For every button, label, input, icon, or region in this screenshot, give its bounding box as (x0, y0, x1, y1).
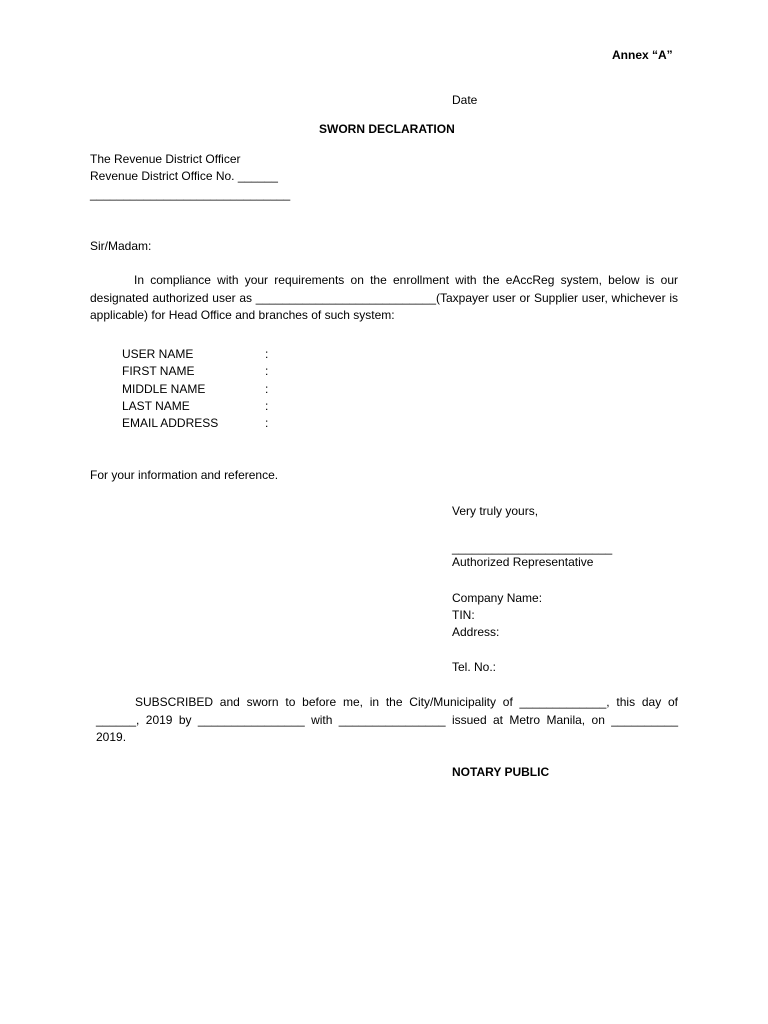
subscribed-line-2 (96, 712, 678, 730)
word: sworn (246, 695, 279, 709)
annex-label: Annex “A” (612, 48, 673, 62)
word: 2019 (145, 712, 173, 727)
field-label: FIRST NAME (122, 364, 195, 379)
user-fields-list (122, 346, 322, 432)
tel-label: Tel. No.: (452, 660, 497, 674)
notary-public-label: NOTARY PUBLIC (452, 765, 550, 779)
word: ________________ (338, 712, 446, 727)
subscribed-line-3: 2019. (96, 730, 127, 744)
word: _____________, (519, 695, 610, 709)
word: to (285, 695, 296, 709)
addressee-line-2: Revenue District Office No. ______ (90, 169, 278, 183)
representative-label: Authorized Representative (452, 555, 594, 569)
subscribed-paragraph (96, 694, 678, 747)
field-label: MIDDLE NAME (122, 381, 206, 396)
field-colon: : (265, 347, 269, 361)
field-label: LAST NAME (122, 398, 190, 413)
info-line: For your information and reference. (90, 468, 279, 482)
word: before (302, 695, 337, 709)
word: Metro (509, 712, 541, 727)
compliance-paragraph-text: In compliance with your requirements on the enrollment with the eAccReg system, below is our designated authorized user as ___________________________(Taxpayer user or Supplier user, whichever is applicable) for Head Office and branches of such system: (90, 273, 678, 322)
address-label: Address: (452, 625, 500, 639)
word: the (385, 695, 403, 709)
field-label: USER NAME (122, 347, 194, 361)
field-colon: : (265, 381, 269, 396)
word: ______, (96, 712, 140, 727)
word: and (219, 695, 240, 709)
word: day (641, 695, 662, 709)
word: issued (451, 712, 487, 727)
field-colon: : (265, 364, 269, 379)
word: at (493, 712, 504, 727)
field-row-user-name (122, 346, 322, 363)
word: City/Municipality (409, 695, 496, 709)
word: me, (342, 695, 363, 709)
field-row-last-name (122, 398, 322, 415)
document-title: SWORN DECLARATION (319, 122, 455, 136)
word: this (616, 695, 636, 709)
word: in (369, 695, 380, 709)
company-name-label: Company Name: (452, 591, 543, 605)
word: __________ (611, 712, 678, 727)
compliance-paragraph (90, 272, 678, 325)
signature-line: ________________________ (452, 541, 613, 555)
word: by (178, 712, 192, 727)
word: of (502, 695, 513, 709)
field-colon: : (265, 398, 269, 413)
addressee-line-3: ______________________________ (90, 187, 291, 201)
date-label: Date (452, 93, 478, 107)
word: SUBSCRIBED (135, 695, 214, 709)
word: of (667, 695, 678, 709)
closing-line: Very truly yours, (452, 504, 539, 518)
salutation: Sir/Madam: (90, 239, 152, 253)
word: Manila, (546, 712, 586, 727)
subscribed-line-1 (96, 694, 678, 712)
word: ________________ (197, 712, 305, 727)
field-label: EMAIL ADDRESS (122, 416, 219, 431)
addressee-line-1: The Revenue District Officer (90, 152, 241, 166)
tin-label: TIN: (452, 608, 475, 622)
field-colon: : (265, 416, 269, 431)
word: with (311, 712, 333, 727)
field-row-middle-name (122, 381, 322, 398)
field-row-first-name (122, 363, 322, 380)
word: on (591, 712, 605, 727)
field-row-email-address (122, 415, 322, 432)
